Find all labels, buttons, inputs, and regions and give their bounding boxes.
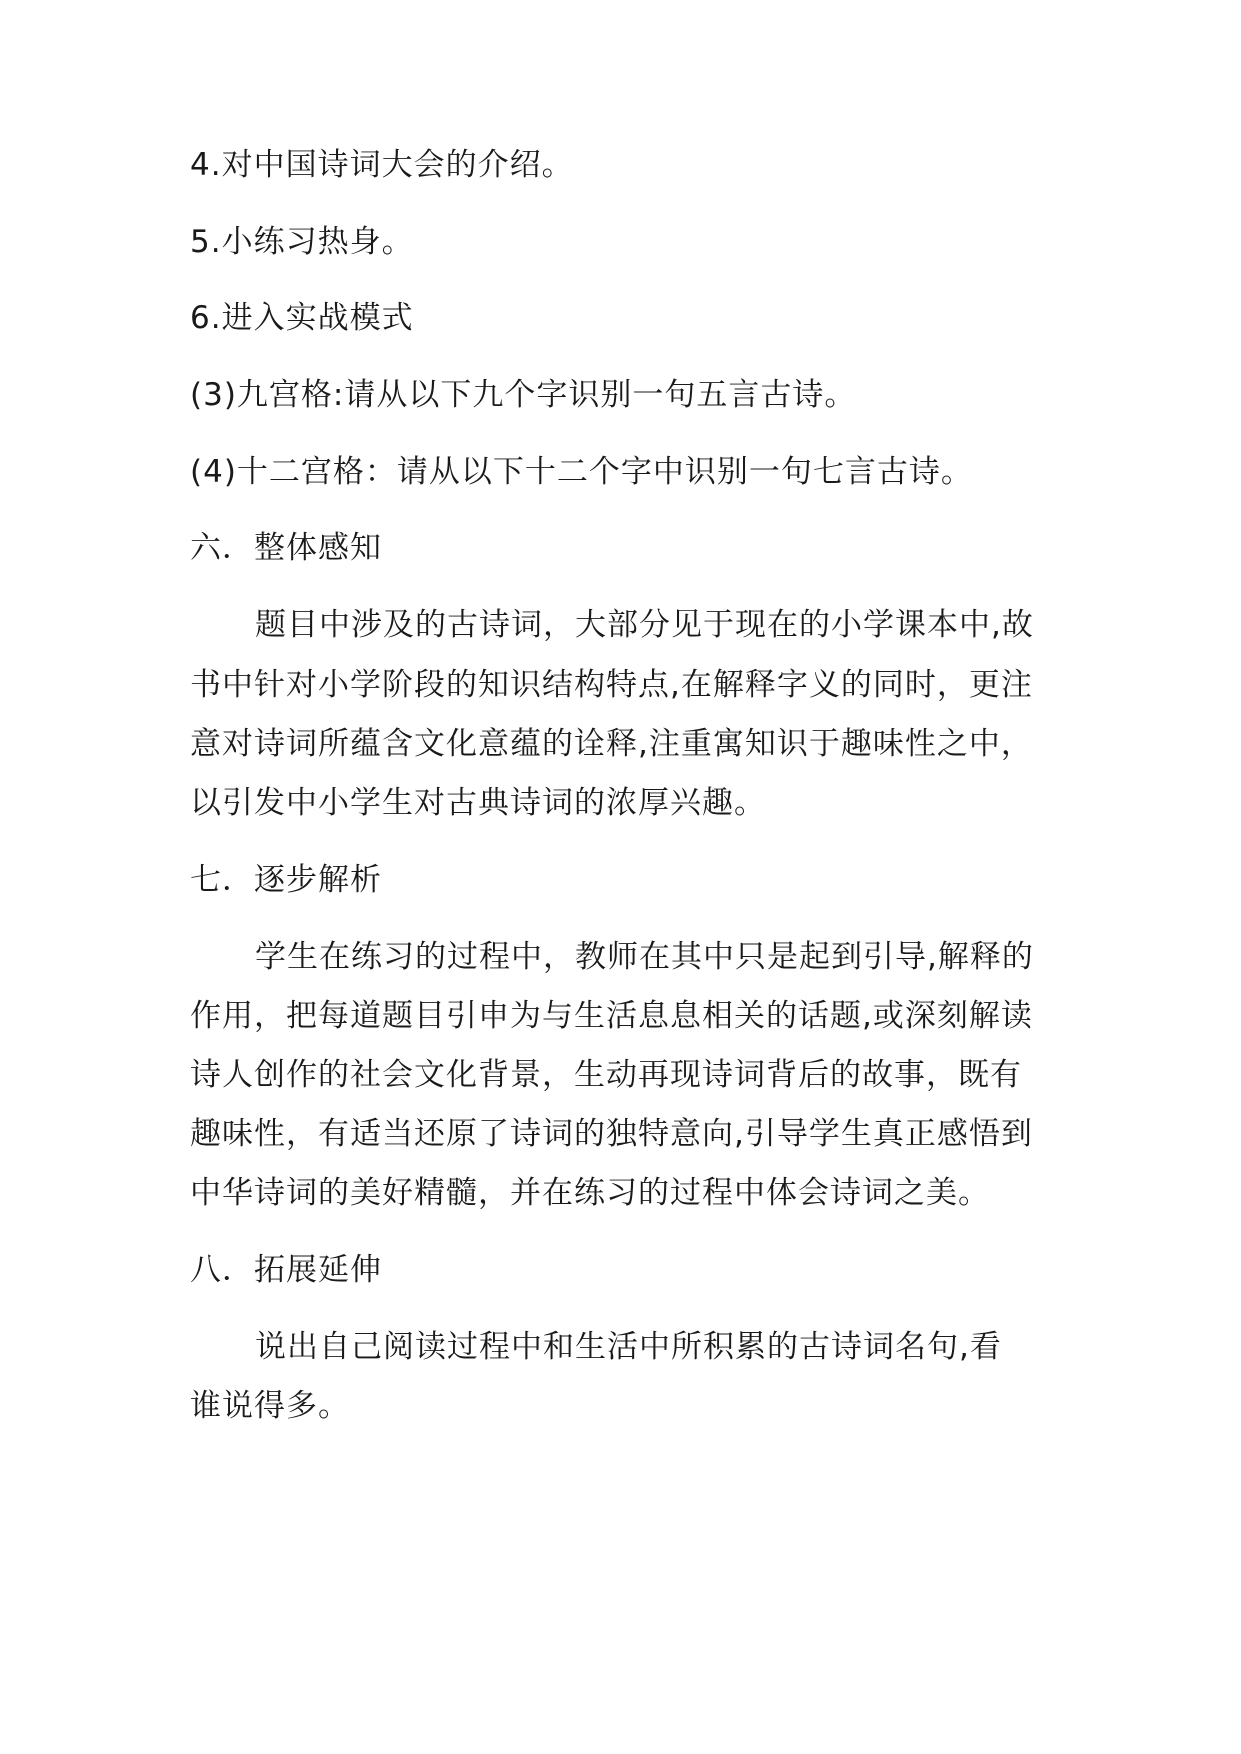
paragraph-line: 学生在练习的过程中，教师在其中只是起到引导,解释的 xyxy=(255,939,1034,975)
paragraph-line: 说出自己阅读过程中和生活中所积累的古诗词名句,看 xyxy=(255,1329,1002,1365)
paragraph-line: 书中针对小学阶段的知识结构特点,在解释字义的同时，更注 xyxy=(190,667,1033,703)
sub-item-3: (3)九宫格:请从以下九个字识别一句五言古诗。 xyxy=(190,377,857,413)
paragraph-line: 趣味性，有适当还原了诗词的独特意向,引导学生真正感悟到 xyxy=(190,1116,1033,1152)
paragraph-line: 中华诗词的美好精髓，并在练习的过程中体会诗词之美。 xyxy=(190,1175,990,1211)
list-item-6: 6.进入实战模式 xyxy=(190,300,414,336)
list-item-5: 5.小练习热身。 xyxy=(190,224,414,260)
paragraph-line: 作用，把每道题目引申为与生活息息相关的话题,或深刻解读 xyxy=(190,998,1033,1034)
sub-item-4: (4)十二宫格：请从以下十二个字中识别一句七言古诗。 xyxy=(190,454,973,490)
paragraph-line: 以引发中小学生对古典诗词的浓厚兴趣。 xyxy=(190,785,766,821)
paragraph-line: 诗人创作的社会文化背景，生动再现诗词背后的故事，既有 xyxy=(190,1057,1022,1093)
paragraph-line: 谁说得多。 xyxy=(190,1388,350,1424)
paragraph-line: 题目中涉及的古诗词，大部分见于现在的小学课本中,故 xyxy=(255,607,1034,643)
section-heading-8: 八．拓展延伸 xyxy=(190,1252,382,1288)
section-heading-7: 七．逐步解析 xyxy=(190,862,382,898)
paragraph-line: 意对诗词所蕴含文化意蕴的诠释,注重寓知识于趣味性之中， xyxy=(190,726,1033,762)
list-item-4: 4.对中国诗词大会的介绍。 xyxy=(190,147,574,183)
section-heading-6: 六．整体感知 xyxy=(190,530,382,566)
